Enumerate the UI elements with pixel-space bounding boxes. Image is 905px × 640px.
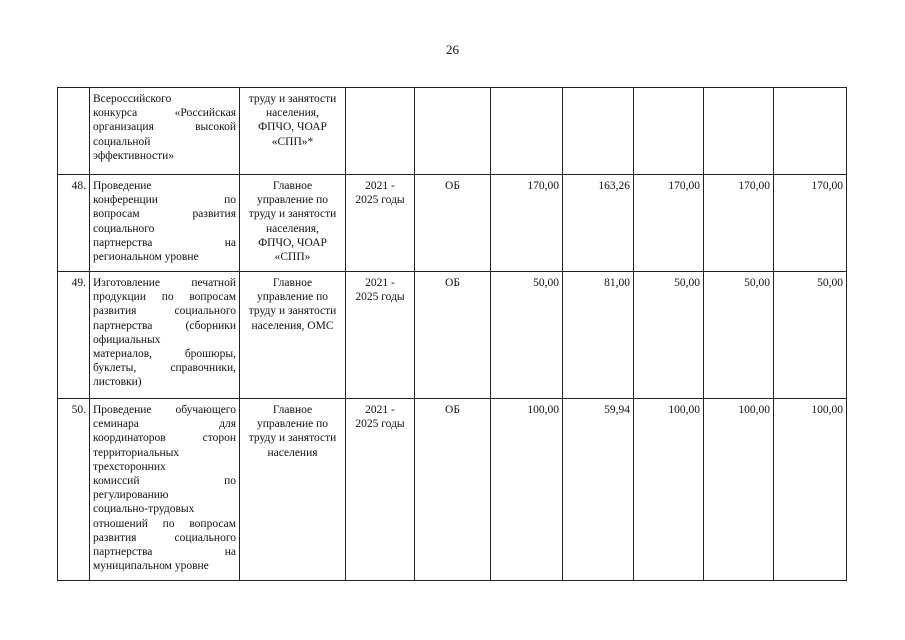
executor-cell-line: населения xyxy=(267,446,318,459)
executor-cell-line: «СПП»* xyxy=(271,135,314,148)
period-cell-line: 2025 годы xyxy=(355,418,405,431)
activity-name-line: региональном уровне xyxy=(93,251,199,264)
table-row xyxy=(58,399,847,581)
executor-cell-line: населения, xyxy=(266,222,319,235)
executor-cell-line: «СПП» xyxy=(274,251,311,264)
period-cell-line: 2021 - xyxy=(365,404,395,416)
period-cell-line: 2021 - xyxy=(365,180,395,192)
amount-cell-1: 100,00 xyxy=(491,399,563,581)
row-number xyxy=(58,88,90,175)
activity-name-line: официальных xyxy=(93,333,161,346)
row-number: 48. xyxy=(58,175,90,272)
amount-cell-1: 50,00 xyxy=(491,272,563,399)
program-activities-table xyxy=(57,87,847,581)
activity-name-line: организация высокой xyxy=(93,121,236,134)
executor-cell-line: труду и занятости xyxy=(248,305,337,318)
row-number: 49. xyxy=(58,272,90,399)
activity-name xyxy=(90,88,240,175)
amount-cell-2: 163,26 xyxy=(563,175,634,272)
amount-cell-3: 50,00 xyxy=(634,272,704,399)
table-row xyxy=(58,88,847,175)
executor-cell-line: ФПЧО, ЧОАР xyxy=(258,236,327,249)
executor-cell-line: населения, xyxy=(266,107,319,120)
executor-cell-line: населения, ОМС xyxy=(251,319,334,332)
activity-name-line: социального xyxy=(93,222,155,235)
amount-cell-5: 100,00 xyxy=(774,399,847,581)
executor-cell-line: Главное xyxy=(272,404,313,416)
activity-name-line: комиссий по xyxy=(93,475,236,488)
amount-cell-5: 170,00 xyxy=(774,175,847,272)
row-number: 50. xyxy=(58,399,90,581)
amount-cell-4: 100,00 xyxy=(704,399,774,581)
activity-name-line: Изготовление печатной xyxy=(93,277,236,289)
period-cell xyxy=(346,399,415,581)
activity-name-line: партнерства (сборники xyxy=(93,319,236,332)
funding-source xyxy=(415,88,491,175)
amount-cell-5: 50,00 xyxy=(774,272,847,399)
period-cell-line: 2025 годы xyxy=(355,291,405,304)
amount-cell-5 xyxy=(774,88,847,175)
period-cell xyxy=(346,272,415,399)
amount-cell-1: 170,00 xyxy=(491,175,563,272)
activity-name-line: листовки) xyxy=(93,376,142,389)
executor-cell-line: управление по xyxy=(256,194,329,207)
executor-cell-line: Главное xyxy=(272,277,313,289)
funding-source: ОБ xyxy=(415,175,491,272)
page-number: 26 xyxy=(446,42,459,57)
executor-cell xyxy=(240,175,346,272)
activity-name-line: социальной xyxy=(93,135,151,148)
activity-name-line: партнерства на xyxy=(93,236,236,249)
activity-name-line: Проведение обучающего xyxy=(93,404,236,416)
activity-name-line: партнерства на xyxy=(93,546,236,559)
period-cell-line: 2025 годы xyxy=(355,194,405,207)
executor-cell-line: ФПЧО, ЧОАР xyxy=(258,121,327,134)
amount-cell-4 xyxy=(704,88,774,175)
activity-name xyxy=(90,399,240,581)
amount-cell-4: 50,00 xyxy=(704,272,774,399)
executor-cell-line: труду и занятости xyxy=(248,208,337,221)
amount-cell-3: 170,00 xyxy=(634,175,704,272)
executor-cell-line: Главное xyxy=(272,180,313,192)
activity-name-line: развития социального xyxy=(93,531,236,544)
amount-cell-2: 81,00 xyxy=(563,272,634,399)
activity-name-line: эффективности» xyxy=(93,149,175,162)
funding-source: ОБ xyxy=(415,399,491,581)
activity-name xyxy=(90,272,240,399)
activity-name xyxy=(90,175,240,272)
activity-name-line: развития социального xyxy=(93,305,236,318)
activity-name-line: конкурса «Российская xyxy=(93,107,236,120)
activity-name-line: семинара для xyxy=(93,418,236,431)
period-cell xyxy=(346,88,415,175)
executor-cell xyxy=(240,88,346,175)
activity-name-line: муниципальном уровне xyxy=(93,560,209,573)
activity-name-line: буклеты, справочники, xyxy=(93,362,236,375)
executor-cell-line: труду и занятости xyxy=(248,93,337,105)
activity-name-line: отношений по вопросам xyxy=(93,517,236,530)
activity-name-line: социально-трудовых xyxy=(93,503,195,516)
activity-name-line: территориальных xyxy=(93,446,180,459)
table-row xyxy=(58,175,847,272)
amount-cell-2 xyxy=(563,88,634,175)
amount-cell-3 xyxy=(634,88,704,175)
executor-cell-line: управление по xyxy=(256,291,329,304)
amount-cell-2: 59,94 xyxy=(563,399,634,581)
activity-name-line: Проведение xyxy=(93,180,152,192)
activity-name-line: трехсторонних xyxy=(93,460,166,473)
activity-name-line: регулированию xyxy=(93,489,169,502)
activity-name-line: вопросам развития xyxy=(93,208,236,221)
activity-name-line: Всероссийского xyxy=(93,93,172,105)
amount-cell-4: 170,00 xyxy=(704,175,774,272)
activity-name-line: продукции по вопросам xyxy=(93,291,236,304)
amount-cell-1 xyxy=(491,88,563,175)
activity-name-line: материалов, брошюры, xyxy=(93,348,236,361)
activity-name-line: конференции по xyxy=(93,194,236,207)
table-row xyxy=(58,272,847,399)
activity-name-line: координаторов сторон xyxy=(93,432,236,445)
executor-cell-line: управление по xyxy=(256,418,329,431)
period-cell-line: 2021 - xyxy=(365,277,395,289)
period-cell xyxy=(346,175,415,272)
executor-cell xyxy=(240,272,346,399)
funding-source: ОБ xyxy=(415,272,491,399)
executor-cell-line: труду и занятости xyxy=(248,432,337,445)
amount-cell-3: 100,00 xyxy=(634,399,704,581)
executor-cell xyxy=(240,399,346,581)
